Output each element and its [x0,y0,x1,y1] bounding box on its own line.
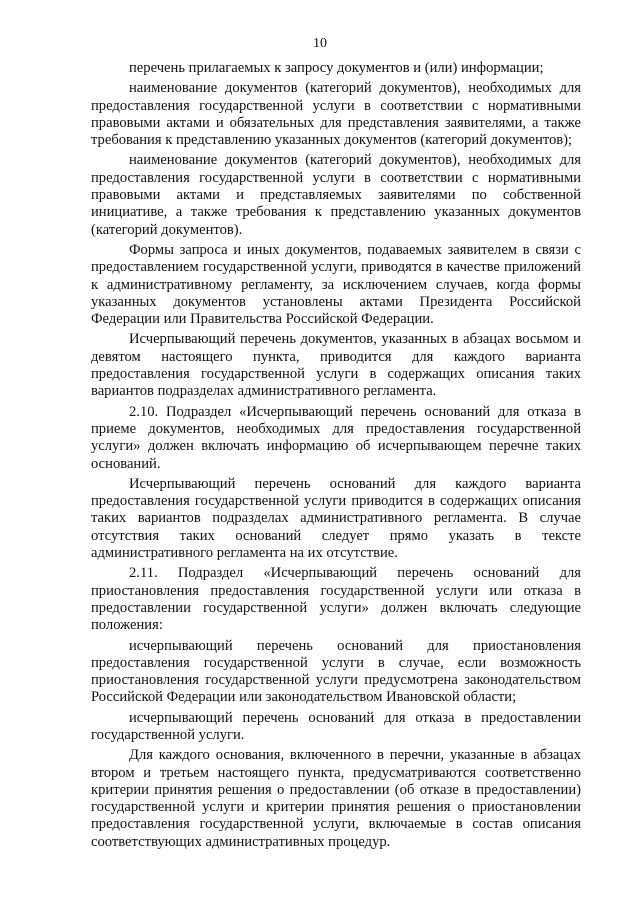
paragraph: Исчерпывающий перечень документов, указанных в абзацах восьмом и девятом настоящего пункта, приводится для каждого варианта предоставления государственной услуги в содержащих описания таких вариантов подразделах административного регламента. [91,331,581,400]
paragraph: Формы запроса и иных документов, подаваемых заявителем в связи с предоставлением государственной услуги, приводятся в качестве приложений к административному регламенту, за исключением случаев, когда формы указанных документов установлены актами Президента Российской Федерации или Правительства Российской Федерации. [91,241,581,328]
paragraph: Исчерпывающий перечень оснований для каждого варианта предоставления государственной услуги приводится в содержащих описания таких вариантов подразделах административного регламента. В случае отсутствия таких оснований следует прямо указать в тексте административного регламента на их отсутствие. [91,475,581,562]
paragraph: перечень прилагаемых к запросу документов и (или) информации; [129,60,544,76]
paragraph: исчерпывающий перечень оснований для отказа в предоставлении государственной услуги. [91,709,581,743]
page-number: 10 [313,36,327,51]
paragraph: Для каждого основания, включенного в перечни, указанные в абзацах втором и третьем настоящего пункта, предусматриваются соответственно критерии принятия решения о предоставлении (об отказе в предоставлении) государственной услуги и критерии принятия решения о приостановлении предоставления государственной услуги, включаемые в состав описания соответствующих административных процедур. [91,747,581,850]
paragraph: наименование документов (категорий документов), необходимых для предоставления государственной услуги в соответствии с нормативными правовыми актами и обязательных для представления заявителями, а также требования к представлению указанных документов (категорий документов); [91,80,581,149]
document-body [91,60,581,854]
paragraph-section-2-10: 2.10. Подраздел «Исчерпывающий перечень оснований для отказа в приеме документов, необходимых для предоставления государственной услуги» должен включать информацию об исчерпывающем перечне таких оснований. [91,403,581,472]
paragraph-section-2-11: 2.11. Подраздел «Исчерпывающий перечень оснований для приостановления предоставления государственной услуги или отказа в предоставлении государственной услуги» должен включать следующие положения: [91,565,581,634]
paragraph: наименование документов (категорий документов), необходимых для предоставления государственной услуги в соответствии с нормативными правовыми актами и представляемых заявителями по собственной инициативе, а также требования к представлению указанных документов (категорий документов). [91,152,581,238]
paragraph: исчерпывающий перечень оснований для приостановления предоставления государственной услуги в случае, если возможность приостановления государственной услуги предусмотрена законодательством Российской Федерации или законодательством Ивановской области; [91,637,581,706]
